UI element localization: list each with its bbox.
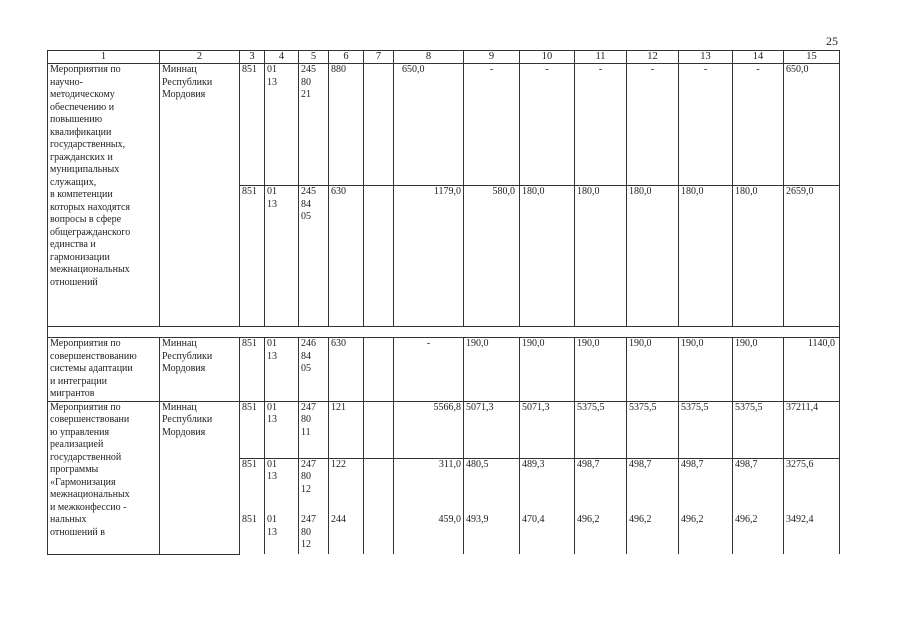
value-13: - bbox=[679, 64, 733, 186]
col-header-5: 5 bbox=[299, 51, 329, 64]
executor: Миннац Республики Мордовия bbox=[160, 64, 240, 327]
value-13: 190,0 bbox=[679, 338, 733, 402]
value-9: - bbox=[464, 64, 520, 186]
value-15: 2659,0 bbox=[784, 186, 840, 327]
col-header-10: 10 bbox=[520, 51, 575, 64]
code-4: 01 13 bbox=[265, 338, 299, 402]
value-13: 496,2 bbox=[679, 514, 733, 554]
value-11: 496,2 bbox=[575, 514, 627, 554]
value-12: 498,7 bbox=[627, 458, 679, 514]
cell-7 bbox=[364, 64, 394, 186]
header-row bbox=[48, 51, 840, 64]
value-14: - bbox=[733, 64, 784, 186]
code-6: 630 bbox=[329, 338, 364, 402]
value-8: 650,0 bbox=[394, 64, 464, 186]
value-14: 496,2 bbox=[733, 514, 784, 554]
value-9: 5071,3 bbox=[464, 401, 520, 458]
value-15: 3492,4 bbox=[784, 514, 840, 554]
value-8: 5566,8 bbox=[394, 401, 464, 458]
code-3: 851 bbox=[240, 401, 265, 458]
col-header-14: 14 bbox=[733, 51, 784, 64]
value-14: 5375,5 bbox=[733, 401, 784, 458]
value-8: 1179,0 bbox=[394, 186, 464, 327]
col-header-9: 9 bbox=[464, 51, 520, 64]
value-11: 190,0 bbox=[575, 338, 627, 402]
value-11: 180,0 bbox=[575, 186, 627, 327]
code-5: 245 84 05 bbox=[299, 186, 329, 327]
value-10: - bbox=[520, 64, 575, 186]
value-11: 498,7 bbox=[575, 458, 627, 514]
col-header-1: 1 bbox=[48, 51, 160, 64]
value-15: 650,0 bbox=[784, 64, 840, 186]
col-header-8: 8 bbox=[394, 51, 464, 64]
cell-7 bbox=[364, 401, 394, 458]
value-8: 311,0 bbox=[394, 458, 464, 514]
activity-name: Мероприятия по совершенствовани ю управления реализацией государственной программы «Гармонизация межнациональных и межконфессио - нальных отношений в bbox=[48, 401, 160, 554]
col-header-4: 4 bbox=[265, 51, 299, 64]
cell-7 bbox=[364, 186, 394, 327]
page-number: 25 bbox=[826, 34, 838, 48]
value-14: 180,0 bbox=[733, 186, 784, 327]
spacer-row bbox=[48, 327, 840, 338]
budget-table bbox=[47, 50, 840, 555]
code-4: 01 13 bbox=[265, 401, 299, 458]
value-11: 5375,5 bbox=[575, 401, 627, 458]
code-3: 851 bbox=[240, 64, 265, 186]
value-9: 493,9 bbox=[464, 514, 520, 554]
value-14: 190,0 bbox=[733, 338, 784, 402]
value-10: 470,4 bbox=[520, 514, 575, 554]
code-5: 247 80 11 bbox=[299, 401, 329, 458]
cell-7 bbox=[364, 514, 394, 554]
col-header-3: 3 bbox=[240, 51, 265, 64]
table-row bbox=[48, 338, 840, 402]
executor: Миннац Республики Мордовия bbox=[160, 401, 240, 554]
value-9: 480,5 bbox=[464, 458, 520, 514]
cell-7 bbox=[364, 338, 394, 402]
value-13: 498,7 bbox=[679, 458, 733, 514]
code-4: 01 13 bbox=[265, 458, 299, 514]
col-header-13: 13 bbox=[679, 51, 733, 64]
activity-name: Мероприятия по научно- методическому обеспечению и повышению квалификации государственных, гражданских и муниципальных служащих, в компетенции которых находятся вопросы в сфере общегражданского единства и гармонизации межнациональных отношений bbox=[48, 64, 160, 327]
executor: Миннац Республики Мордовия bbox=[160, 338, 240, 402]
value-8: 459,0 bbox=[394, 514, 464, 554]
cell-7 bbox=[364, 458, 394, 514]
value-13: 5375,5 bbox=[679, 401, 733, 458]
col-header-15: 15 bbox=[784, 51, 840, 64]
value-10: 5071,3 bbox=[520, 401, 575, 458]
code-5: 247 80 12 bbox=[299, 514, 329, 554]
code-4: 01 13 bbox=[265, 186, 299, 327]
value-10: 180,0 bbox=[520, 186, 575, 327]
code-6: 244 bbox=[329, 514, 364, 554]
value-8: - bbox=[394, 338, 464, 402]
value-12: 180,0 bbox=[627, 186, 679, 327]
code-3: 851 bbox=[240, 186, 265, 327]
col-header-2: 2 bbox=[160, 51, 240, 64]
code-6: 122 bbox=[329, 458, 364, 514]
value-11: - bbox=[575, 64, 627, 186]
value-15: 1140,0 bbox=[784, 338, 840, 402]
code-6: 630 bbox=[329, 186, 364, 327]
value-9: 580,0 bbox=[464, 186, 520, 327]
code-3: 851 bbox=[240, 514, 265, 554]
code-6: 880 bbox=[329, 64, 364, 186]
value-15: 37211,4 bbox=[784, 401, 840, 458]
value-9: 190,0 bbox=[464, 338, 520, 402]
table-row bbox=[48, 64, 840, 186]
value-13: 180,0 bbox=[679, 186, 733, 327]
table-row bbox=[48, 401, 840, 458]
col-header-7: 7 bbox=[364, 51, 394, 64]
code-5: 247 80 12 bbox=[299, 458, 329, 514]
col-header-11: 11 bbox=[575, 51, 627, 64]
code-4: 01 13 bbox=[265, 514, 299, 554]
value-12: - bbox=[627, 64, 679, 186]
code-3: 851 bbox=[240, 338, 265, 402]
code-4: 01 13 bbox=[265, 64, 299, 186]
col-header-12: 12 bbox=[627, 51, 679, 64]
code-5: 246 84 05 bbox=[299, 338, 329, 402]
value-15: 3275,6 bbox=[784, 458, 840, 514]
value-10: 489,3 bbox=[520, 458, 575, 514]
code-3: 851 bbox=[240, 458, 265, 514]
value-10: 190,0 bbox=[520, 338, 575, 402]
col-header-6: 6 bbox=[329, 51, 364, 64]
code-5: 245 80 21 bbox=[299, 64, 329, 186]
value-14: 498,7 bbox=[733, 458, 784, 514]
activity-name: Мероприятия по совершенствованию системы адаптации и интеграции мигрантов bbox=[48, 338, 160, 402]
value-12: 496,2 bbox=[627, 514, 679, 554]
value-12: 190,0 bbox=[627, 338, 679, 402]
value-12: 5375,5 bbox=[627, 401, 679, 458]
code-6: 121 bbox=[329, 401, 364, 458]
